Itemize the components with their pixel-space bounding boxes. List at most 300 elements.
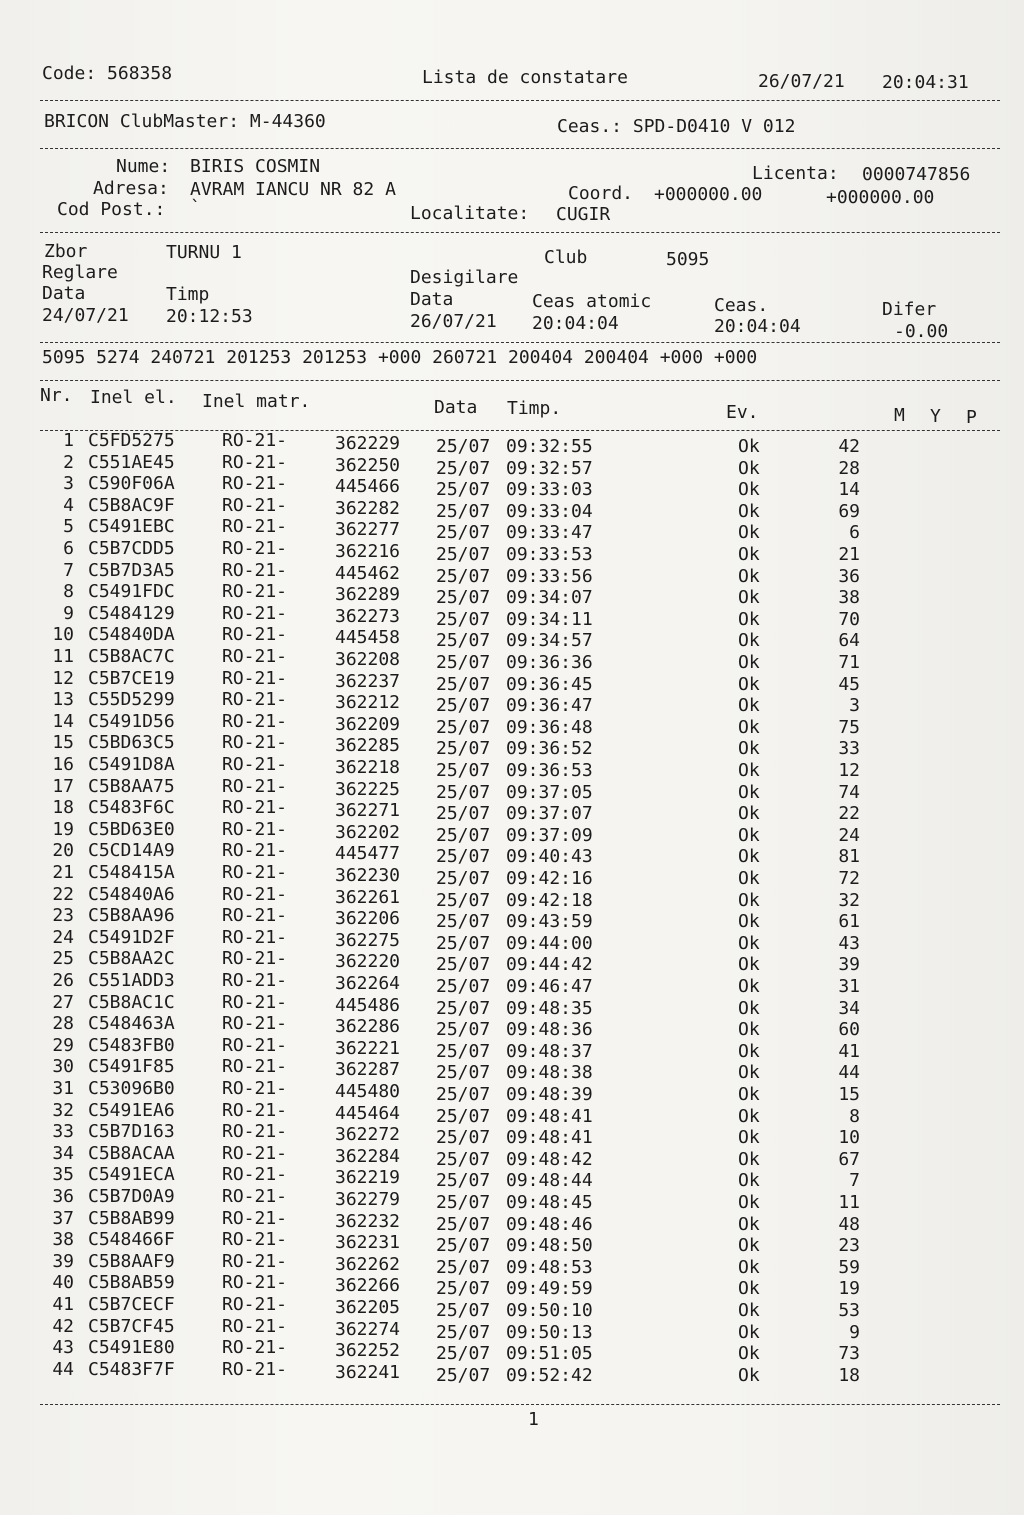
table-row: [0, 970, 1024, 997]
row-nr: 24: [52, 926, 74, 948]
row-nr: 8: [63, 581, 74, 603]
ring-number: 362241: [335, 1361, 401, 1383]
row-nr: 32: [52, 1099, 74, 1121]
arrival-date: 25/07: [436, 781, 491, 803]
sequence-value: 21: [838, 544, 860, 565]
zbor-label: Zbor: [44, 241, 88, 262]
ring-prefix: RO-21-: [222, 862, 288, 883]
arrival-date: 25/07: [436, 1321, 491, 1343]
ring-prefix: RO-21-: [222, 1250, 288, 1272]
electronic-ring: C5483F7F: [88, 1358, 175, 1380]
sequence-value: 42: [838, 436, 860, 457]
table-row: [0, 1337, 1024, 1365]
event-status: Ok: [738, 1278, 760, 1300]
arrival-date: 25/07: [436, 932, 491, 954]
electronic-ring: C5B8AAF9: [88, 1250, 175, 1272]
ring-number: 445458: [335, 627, 401, 649]
electronic-ring: C5491D8A: [88, 754, 175, 775]
ring-number: 362273: [335, 605, 401, 627]
event-status: Ok: [738, 911, 760, 933]
electronic-ring: C54840DA: [88, 624, 175, 646]
reglare-data-label: Data: [42, 283, 86, 304]
sequence-value: 64: [838, 630, 860, 652]
ring-prefix: RO-21-: [222, 689, 288, 711]
table-row: [0, 862, 1024, 889]
table-row: [0, 1358, 1024, 1386]
row-nr: 3: [63, 473, 74, 495]
arrival-time: 09:44:00: [506, 932, 593, 954]
separator: [40, 232, 1000, 233]
ceas-value: 20:04:04: [714, 316, 801, 337]
arrival-date: 25/07: [436, 1148, 491, 1170]
ring-number: 362266: [335, 1275, 401, 1297]
arrival-time: 09:46:47: [506, 976, 593, 997]
desig-data-label: Data: [410, 289, 454, 310]
sequence-value: 43: [838, 932, 860, 954]
event-status: Ok: [738, 824, 760, 846]
event-status: Ok: [738, 716, 760, 738]
row-nr: 37: [52, 1207, 74, 1229]
ring-prefix: RO-21-: [222, 1099, 288, 1121]
ring-number: 362274: [335, 1318, 401, 1340]
ring-prefix: RO-21-: [222, 1315, 288, 1337]
sequence-value: 45: [838, 673, 860, 695]
sequence-value: 60: [838, 1019, 860, 1041]
ring-prefix: RO-21-: [222, 667, 288, 689]
sequence-value: 61: [838, 911, 860, 933]
event-status: Ok: [738, 1062, 760, 1084]
row-nr: 14: [52, 710, 74, 732]
arrival-time: 09:42:18: [506, 889, 593, 911]
table-row: [0, 451, 1024, 479]
event-status: Ok: [738, 803, 760, 825]
ring-prefix: RO-21-: [222, 1142, 288, 1164]
arrival-time: 09:37:07: [506, 803, 593, 825]
row-nr: 21: [52, 862, 74, 883]
ring-prefix: RO-21-: [222, 1078, 288, 1099]
table-row: [0, 1272, 1024, 1300]
electronic-ring: C5B7D0A9: [88, 1186, 175, 1207]
sequence-value: 71: [838, 652, 860, 673]
table-row: [0, 1250, 1024, 1278]
row-nr: 26: [52, 970, 74, 991]
arrival-date: 25/07: [436, 976, 491, 997]
electronic-ring: C5B8AC1C: [88, 991, 175, 1013]
table-row: [0, 1164, 1024, 1192]
arrival-date: 25/07: [436, 630, 491, 652]
row-nr: 41: [52, 1294, 74, 1315]
reglare-label: Reglare: [42, 262, 118, 283]
arrival-time: 09:48:38: [506, 1062, 593, 1084]
row-nr: 29: [52, 1034, 74, 1056]
table-row: [0, 1099, 1024, 1127]
sequence-value: 32: [838, 889, 860, 911]
arrival-date: 25/07: [436, 846, 491, 868]
sequence-value: 9: [849, 1321, 860, 1343]
sequence-value: 31: [838, 976, 860, 997]
row-nr: 1: [63, 430, 74, 451]
arrival-time: 09:48:45: [506, 1192, 593, 1213]
event-status: Ok: [738, 587, 760, 609]
electronic-ring: C54840A6: [88, 883, 175, 905]
table-row: [0, 646, 1024, 673]
table-row: [0, 775, 1024, 803]
table-row: [0, 473, 1024, 501]
row-nr: 28: [52, 1013, 74, 1035]
arrival-time: 09:48:44: [506, 1170, 593, 1192]
sequence-value: 69: [838, 500, 860, 522]
arrival-time: 09:36:52: [506, 738, 593, 760]
ring-number: 362282: [335, 497, 401, 519]
ring-number: 362286: [335, 1016, 401, 1038]
arrival-date: 25/07: [436, 868, 491, 889]
table-row: [0, 624, 1024, 652]
arrival-date: 25/07: [436, 587, 491, 609]
row-nr: 6: [63, 538, 74, 559]
col-inel-matr: Inel matr.: [202, 391, 311, 412]
arrival-date: 25/07: [436, 695, 491, 717]
ring-number: 362237: [335, 670, 401, 692]
sequence-value: 34: [838, 997, 860, 1019]
ring-number: 362252: [335, 1340, 401, 1362]
ring-number: 445462: [335, 562, 401, 584]
sequence-value: 7: [849, 1170, 860, 1192]
sequence-value: 19: [838, 1278, 860, 1300]
ring-prefix: RO-21-: [222, 516, 288, 538]
ring-number: 362275: [335, 929, 401, 951]
col-nr: Nr.: [40, 385, 73, 406]
electronic-ring: C548463A: [88, 1013, 175, 1035]
address-label: Adresa:: [93, 178, 169, 199]
ring-prefix: RO-21-: [222, 1358, 288, 1380]
row-nr: 20: [52, 840, 74, 862]
sequence-value: 67: [838, 1148, 860, 1170]
event-status: Ok: [738, 457, 760, 479]
event-status: Ok: [738, 1343, 760, 1365]
ring-prefix: RO-21-: [222, 646, 288, 667]
name-label: Nume:: [116, 156, 171, 177]
sequence-value: 33: [838, 738, 860, 760]
ring-number: 362220: [335, 951, 401, 973]
ring-number: 362250: [335, 454, 401, 476]
electronic-ring: C5B8AA75: [88, 775, 175, 797]
sequence-value: 53: [838, 1300, 860, 1321]
event-status: Ok: [738, 673, 760, 695]
arrival-time: 09:36:45: [506, 673, 593, 695]
event-status: Ok: [738, 522, 760, 544]
arrival-date: 25/07: [436, 1127, 491, 1149]
table-row: [0, 1207, 1024, 1235]
page-number: 1: [528, 1409, 539, 1430]
arrival-date: 25/07: [436, 522, 491, 544]
row-nr: 13: [52, 689, 74, 711]
arrival-date: 25/07: [436, 738, 491, 760]
row-nr: 43: [52, 1337, 74, 1359]
sequence-value: 18: [838, 1364, 860, 1386]
row-nr: 5: [63, 516, 74, 538]
event-status: Ok: [738, 846, 760, 868]
table-row: [0, 1229, 1024, 1257]
electronic-ring: C5B7CDD5: [88, 538, 175, 559]
electronic-ring: C5B7CF45: [88, 1315, 175, 1337]
sequence-value: 24: [838, 824, 860, 846]
electronic-ring: C5B7CE19: [88, 667, 175, 689]
electronic-ring: C5CD14A9: [88, 840, 175, 862]
event-status: Ok: [738, 652, 760, 673]
row-nr: 2: [63, 451, 74, 473]
arrival-date: 25/07: [436, 1213, 491, 1235]
ring-prefix: RO-21-: [222, 970, 288, 991]
header-date: 26/07/21: [758, 71, 845, 92]
difer-value: -0.00: [894, 321, 949, 342]
row-nr: 12: [52, 667, 74, 689]
club-value: 5095: [666, 249, 710, 270]
electronic-ring: C548415A: [88, 862, 175, 883]
col-ev: Ev.: [726, 402, 759, 423]
ring-number: 362208: [335, 649, 401, 670]
arrival-date: 25/07: [436, 1343, 491, 1365]
electronic-ring: C5B7CECF: [88, 1294, 175, 1315]
ring-prefix: RO-21-: [222, 1121, 288, 1143]
sequence-value: 3: [849, 695, 860, 717]
row-nr: 15: [52, 732, 74, 754]
electronic-ring: C5491D56: [88, 710, 175, 732]
ring-number: 362271: [335, 800, 401, 822]
table-row: [0, 710, 1024, 738]
clock-label: Ceas.: SPD-D0410 V 012: [557, 116, 796, 137]
arrival-time: 09:32:55: [506, 436, 593, 457]
event-status: Ok: [738, 760, 760, 781]
ring-number: 445466: [335, 476, 401, 498]
electronic-ring: C5B8AA96: [88, 905, 175, 927]
table-row: [0, 1121, 1024, 1149]
ring-prefix: RO-21-: [222, 775, 288, 797]
ring-prefix: RO-21-: [222, 451, 288, 473]
sequence-value: 72: [838, 868, 860, 889]
row-nr: 16: [52, 754, 74, 775]
ring-prefix: RO-21-: [222, 797, 288, 819]
arrival-time: 09:52:42: [506, 1364, 593, 1386]
electronic-ring: C5B7D163: [88, 1121, 175, 1143]
ring-number: 362230: [335, 865, 401, 886]
sequence-value: 11: [838, 1192, 860, 1213]
coord-x: +000000.00: [654, 184, 763, 205]
ring-prefix: RO-21-: [222, 883, 288, 905]
sequence-value: 44: [838, 1062, 860, 1084]
row-nr: 19: [52, 818, 74, 840]
electronic-ring: C5491ECA: [88, 1164, 175, 1186]
arrival-date: 25/07: [436, 997, 491, 1019]
electronic-ring: C5491E80: [88, 1337, 175, 1359]
event-status: Ok: [738, 1105, 760, 1127]
event-status: Ok: [738, 1040, 760, 1062]
electronic-ring: C551ADD3: [88, 970, 175, 991]
arrival-time: 09:50:10: [506, 1300, 593, 1321]
ring-number: 362264: [335, 973, 401, 994]
arrival-date: 25/07: [436, 1192, 491, 1213]
ring-number: 362261: [335, 886, 401, 908]
col-p: P: [966, 407, 977, 428]
col-m: M: [894, 405, 905, 426]
row-nr: 18: [52, 797, 74, 819]
electronic-ring: C5B8AC7C: [88, 646, 175, 667]
arrival-date: 25/07: [436, 1040, 491, 1062]
arrival-date: 25/07: [436, 1256, 491, 1278]
event-status: Ok: [738, 997, 760, 1019]
electronic-ring: C5483FB0: [88, 1034, 175, 1056]
ring-prefix: RO-21-: [222, 1229, 288, 1251]
coord-label: Coord.: [568, 183, 634, 204]
ring-number: 362284: [335, 1145, 401, 1167]
ceas-atomic-value: 20:04:04: [532, 313, 619, 334]
electronic-ring: C5491FDC: [88, 581, 175, 603]
table-row: [0, 602, 1024, 630]
electronic-ring: C5483F6C: [88, 797, 175, 819]
ring-prefix: RO-21-: [222, 840, 288, 862]
arrival-time: 09:40:43: [506, 846, 593, 868]
desig-data: 26/07/21: [410, 311, 497, 332]
electronic-ring: C5BD63C5: [88, 732, 175, 754]
separator: [40, 342, 1000, 343]
row-nr: 25: [52, 948, 74, 970]
col-inel-el: Inel el.: [90, 387, 177, 408]
document-title: Lista de constatare: [422, 67, 628, 88]
row-nr: 33: [52, 1121, 74, 1143]
electronic-ring: C5BD63E0: [88, 818, 175, 840]
ring-number: 362206: [335, 908, 401, 930]
table-row: [0, 1186, 1024, 1213]
arrival-date: 25/07: [436, 565, 491, 587]
row-nr: 36: [52, 1186, 74, 1207]
code-label: Code: 568358: [42, 63, 173, 84]
ring-number: 362277: [335, 519, 401, 541]
event-status: Ok: [738, 738, 760, 760]
arrival-date: 25/07: [436, 436, 491, 457]
event-status: Ok: [738, 1235, 760, 1257]
row-nr: 34: [52, 1142, 74, 1164]
ring-prefix: RO-21-: [222, 1337, 288, 1359]
separator: [40, 1404, 1000, 1405]
ring-number: 362221: [335, 1037, 401, 1059]
arrival-date: 25/07: [436, 608, 491, 630]
table-row: [0, 667, 1024, 695]
event-status: Ok: [738, 954, 760, 976]
electronic-ring: C5491F85: [88, 1056, 175, 1078]
event-status: Ok: [738, 565, 760, 587]
ring-prefix: RO-21-: [222, 1013, 288, 1035]
ring-prefix: RO-21-: [222, 1056, 288, 1078]
event-status: Ok: [738, 976, 760, 997]
arrival-time: 09:34:07: [506, 587, 593, 609]
col-data: Data: [434, 397, 478, 418]
ring-number: 362285: [335, 735, 401, 757]
arrival-time: 09:48:35: [506, 997, 593, 1019]
sequence-value: 81: [838, 846, 860, 868]
sequence-value: 36: [838, 565, 860, 587]
owner-address: AVRAM IANCU NR 82 A: [190, 179, 396, 200]
ring-prefix: RO-21-: [222, 1207, 288, 1229]
ring-prefix: RO-21-: [222, 1272, 288, 1294]
sequence-value: 15: [838, 1084, 860, 1105]
club-label: Club: [544, 247, 588, 268]
event-status: Ok: [738, 1364, 760, 1386]
event-status: Ok: [738, 1213, 760, 1235]
ring-prefix: RO-21-: [222, 991, 288, 1013]
arrival-time: 09:43:59: [506, 911, 593, 933]
ring-number: 362225: [335, 778, 401, 800]
ring-number: 362212: [335, 692, 401, 714]
sequence-value: 10: [838, 1127, 860, 1149]
sequence-value: 8: [849, 1105, 860, 1127]
arrival-time: 09:33:47: [506, 522, 593, 544]
table-row: [0, 732, 1024, 760]
electronic-ring: C5B8AB99: [88, 1207, 175, 1229]
ring-prefix: RO-21-: [222, 948, 288, 970]
electronic-ring: C551AE45: [88, 451, 175, 473]
sequence-value: 70: [838, 608, 860, 630]
owner-name: BIRIS COSMIN: [190, 156, 321, 177]
ring-prefix: RO-21-: [222, 1294, 288, 1315]
electronic-ring: C590F06A: [88, 473, 175, 495]
license-label: Licenta:: [752, 163, 839, 184]
arrival-time: 09:48:42: [506, 1148, 593, 1170]
arrival-date: 25/07: [436, 1364, 491, 1386]
row-nr: 23: [52, 905, 74, 927]
event-status: Ok: [738, 868, 760, 889]
ring-number: 362272: [335, 1124, 401, 1146]
sequence-value: 73: [838, 1343, 860, 1365]
ring-number: 445477: [335, 843, 401, 865]
postcode-label: Cod Post.:: [57, 199, 166, 220]
arrival-time: 09:36:47: [506, 695, 593, 717]
sequence-value: 28: [838, 457, 860, 479]
ring-number: 362262: [335, 1253, 401, 1275]
row-nr: 31: [52, 1078, 74, 1099]
event-status: Ok: [738, 1019, 760, 1041]
arrival-date: 25/07: [436, 673, 491, 695]
table-row: [0, 1056, 1024, 1084]
sequence-value: 14: [838, 479, 860, 501]
ring-prefix: RO-21-: [222, 732, 288, 754]
ring-number: 362205: [335, 1297, 401, 1318]
arrival-date: 25/07: [436, 1170, 491, 1192]
row-nr: 27: [52, 991, 74, 1013]
arrival-date: 25/07: [436, 1062, 491, 1084]
system-label: BRICON ClubMaster: M-44360: [44, 111, 326, 132]
arrival-time: 09:44:42: [506, 954, 593, 976]
ceas-atomic-label: Ceas atomic: [532, 291, 652, 312]
arrival-time: 09:36:48: [506, 716, 593, 738]
arrival-date: 25/07: [436, 1019, 491, 1041]
arrival-time: 09:48:41: [506, 1127, 593, 1149]
row-nr: 4: [63, 494, 74, 516]
reglare-timp: 20:12:53: [166, 306, 253, 327]
table-row: [0, 516, 1024, 544]
electronic-ring: C5B8ACAA: [88, 1142, 175, 1164]
ring-number: 445480: [335, 1081, 401, 1102]
locality-value: CUGIR: [556, 204, 611, 225]
arrival-date: 25/07: [436, 889, 491, 911]
zbor-value: TURNU 1: [166, 242, 242, 263]
arrival-date: 25/07: [436, 760, 491, 781]
table-row: [0, 905, 1024, 933]
ring-prefix: RO-21-: [222, 430, 288, 451]
table-row: [0, 1013, 1024, 1041]
row-nr: 38: [52, 1229, 74, 1251]
ring-prefix: RO-21-: [222, 581, 288, 603]
ring-number: 362216: [335, 541, 401, 562]
arrival-date: 25/07: [436, 954, 491, 976]
